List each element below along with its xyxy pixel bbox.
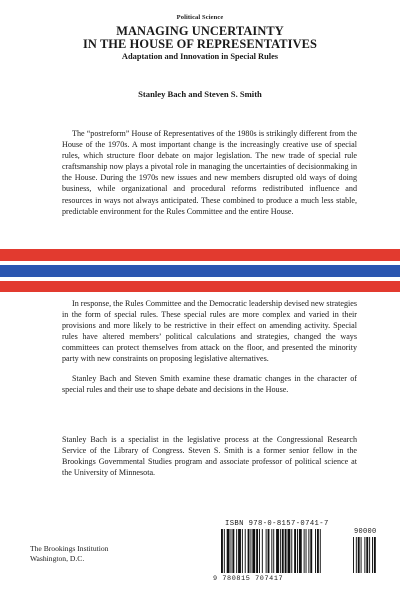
barcode-addon-number: 90000 bbox=[354, 528, 377, 536]
addon-barcode-bar bbox=[374, 537, 376, 573]
barcode-bar bbox=[304, 529, 305, 573]
barcode-bar bbox=[242, 529, 243, 573]
barcode-block bbox=[213, 520, 388, 581]
description-paragraph-1: The “postreform” House of Representatives of the 1980s is strikingly different from the House of the 1970s. A most important change is the increasingly creative use of special rules, which structure floor debate on major legislation. The new trade of special rule craftsmanship now plays a pivotal role in managing the uncertainties of decisionmaking in the House. During the 1970s new issues and new members disrupted old ways of doing business, while organizational and procedural reforms redistributed influence and resources in ways not always anticipated. These combined to produce a much less stable, predictable environment for the Rules Committee and the entire House. bbox=[62, 129, 357, 216]
barcode-bar bbox=[306, 529, 307, 573]
barcode-bar bbox=[227, 529, 230, 573]
barcode-bar bbox=[221, 529, 223, 573]
barcode-bar bbox=[262, 529, 263, 573]
addon-barcode-bar bbox=[356, 537, 357, 573]
category-label: Political Science bbox=[176, 14, 224, 21]
barcode-bar bbox=[291, 529, 292, 573]
barcode-bar bbox=[310, 529, 312, 573]
barcode-bar bbox=[248, 529, 250, 573]
ean-barcode-icon bbox=[221, 529, 349, 575]
addon-barcode-bar bbox=[361, 537, 362, 573]
barcode-bar bbox=[271, 529, 272, 573]
author-bio-paragraph: Stanley Bach is a specialist in the legislative process at the Congressional Research Service of the Library of Congress. Steven S. Smith is a former senior fellow in the Brookings Governmental Studies program and associate professor of political science at the University of Minnesota. bbox=[62, 435, 357, 478]
addon-barcode-bar bbox=[364, 537, 365, 573]
addon-barcode-bar bbox=[358, 537, 360, 573]
red-stripe-bottom bbox=[0, 281, 400, 292]
barcode-bar bbox=[299, 529, 302, 573]
authors: Stanley Bach and Steven S. Smith bbox=[138, 89, 262, 99]
addon-barcode-icon bbox=[353, 537, 385, 575]
barcode-bar bbox=[259, 529, 260, 573]
publisher-block bbox=[30, 544, 108, 564]
barcode-bar bbox=[250, 529, 251, 573]
publisher-name: The Brookings Institution bbox=[30, 544, 109, 553]
isbn-text: ISBN 978-0-8157-0741-7 bbox=[225, 520, 329, 528]
book-subtitle: Adaptation and Innovation in Special Rules bbox=[121, 52, 279, 61]
barcode bbox=[213, 529, 388, 581]
barcode-bar bbox=[252, 529, 255, 573]
barcode-bar bbox=[273, 529, 274, 573]
description-paragraph-3: Stanley Bach and Steven Smith examine these dramatic changes in the character of special rules and their use to shape debate and decisions in the House. bbox=[62, 374, 357, 395]
barcode-bar bbox=[308, 529, 309, 573]
addon-barcode-bar bbox=[372, 537, 373, 573]
barcode-bar bbox=[232, 529, 234, 573]
barcode-bar bbox=[288, 529, 291, 573]
book-title bbox=[0, 25, 400, 51]
barcode-bar bbox=[236, 529, 237, 573]
barcode-bar bbox=[294, 529, 296, 573]
barcode-bar bbox=[238, 529, 241, 573]
color-stripes bbox=[0, 249, 400, 292]
barcode-bar bbox=[285, 529, 287, 573]
barcode-bar bbox=[231, 529, 232, 573]
blue-stripe bbox=[0, 265, 400, 277]
red-stripe-top bbox=[0, 249, 400, 261]
barcode-bar bbox=[268, 529, 270, 573]
barcode-bar bbox=[320, 529, 321, 573]
addon-barcode-bar bbox=[369, 537, 370, 573]
barcode-bar bbox=[297, 529, 298, 573]
publisher-city: Washington, D.C. bbox=[30, 554, 85, 563]
title-line-1: MANAGING UNCERTAINTY bbox=[116, 24, 284, 38]
title-line-2: IN THE HOUSE OF REPRESENTATIVES bbox=[83, 37, 317, 51]
description-paragraph-2: In response, the Rules Committee and the Democratic leadership devised new strategies in the form of special rules. These special rules are more complex and varied in their provisions and more likely to be restrictive in their effect on amending activity. Special rules have altered members’ political calculations and strategies, changed the ways committees can protect themselves from attack on the floor, and presented the minority party with new constraints on proposing legislative alternatives. bbox=[62, 299, 357, 364]
barcode-bar bbox=[256, 529, 258, 573]
barcode-bar bbox=[266, 529, 267, 573]
addon-barcode-bar bbox=[353, 537, 354, 573]
barcode-bar bbox=[315, 529, 316, 573]
barcode-bar bbox=[245, 529, 246, 573]
barcode-bar bbox=[282, 529, 284, 573]
barcode-ean-number: 9 780815 707417 bbox=[213, 575, 284, 583]
barcode-bar bbox=[280, 529, 281, 573]
addon-barcode-bar bbox=[366, 537, 368, 573]
barcode-bar bbox=[224, 529, 225, 573]
barcode-bar bbox=[317, 529, 319, 573]
barcode-bar bbox=[276, 529, 279, 573]
